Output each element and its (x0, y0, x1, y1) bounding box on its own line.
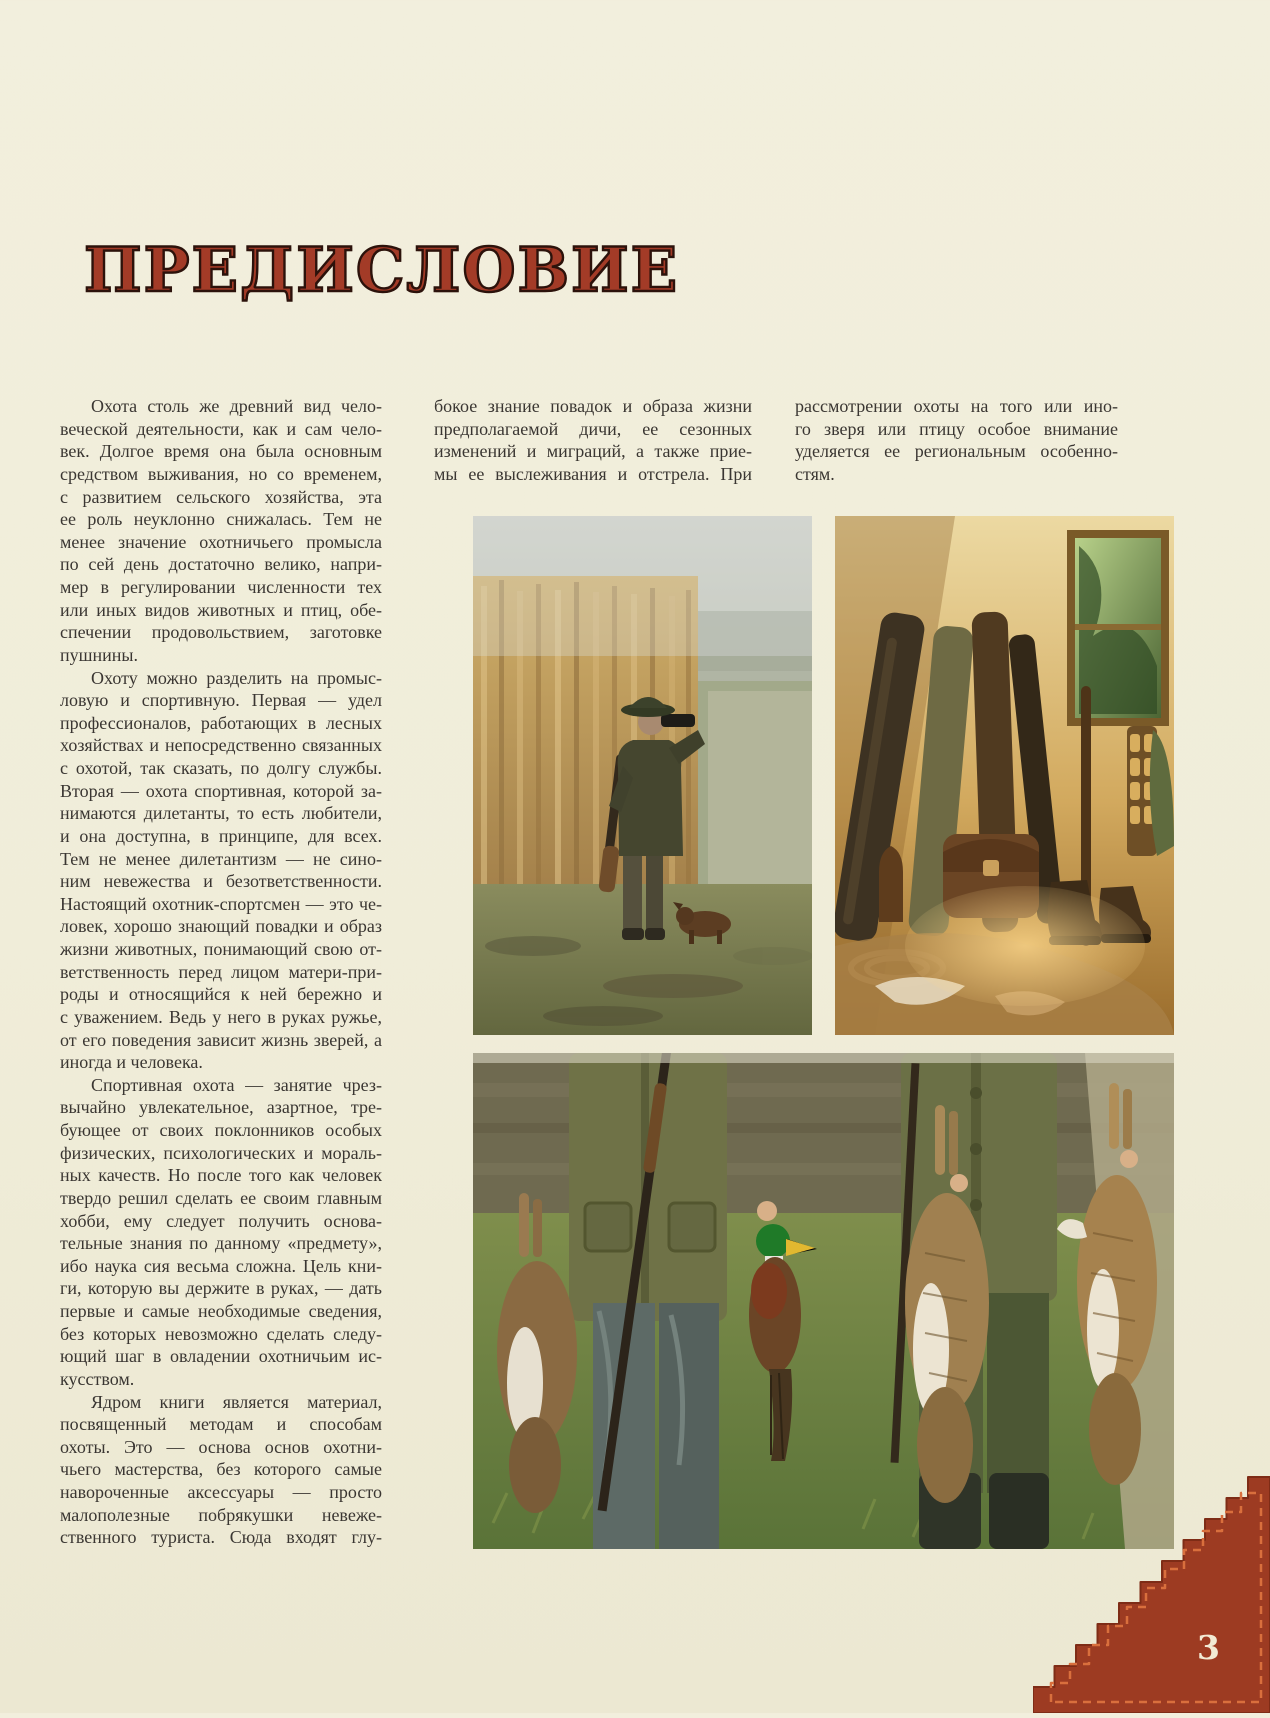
photo-hunter-binoculars (473, 516, 812, 1035)
text-line: век. Долгое время она была основным (60, 441, 382, 462)
stepped-corner-icon (1033, 1455, 1270, 1713)
text-line: кусством. (60, 1368, 135, 1389)
text-line: изменений и миграций, а также прие- (434, 441, 752, 462)
text-line: физических, психологических и мораль- (60, 1142, 382, 1163)
text-line: малополезные побрякушки невеже- (60, 1504, 382, 1525)
text-line: по сей день достаточно велико, напри- (60, 554, 382, 575)
text-line: и она доступна, в принципе, для всех. (60, 825, 382, 846)
page-title: ПРЕДИСЛОВИЕ (84, 235, 680, 306)
text-line: хобби, ему следует получить основа- (60, 1210, 382, 1231)
text-line: рассмотрении охоты на того или ино- (795, 396, 1118, 416)
text-line: охоты. Это — основа основ охотни- (60, 1436, 382, 1457)
text-line: вычайно увлекательное, азартное, тре- (60, 1097, 382, 1118)
text-line: бокое знание повадок и образа жизни (434, 396, 752, 416)
text-line: Тем не менее дилетантизм — не сино- (60, 848, 382, 869)
photo-hunter-binoculars-art (473, 516, 812, 1035)
paragraph (60, 1391, 382, 1549)
text-line: бующее от своих поклонников особых (60, 1120, 382, 1140)
text-line: или иных видов животных и птиц, обе- (60, 599, 382, 620)
text-line: Настоящий охотник-спортсмен — это че- (60, 893, 382, 914)
photo-hunting-gear-art (835, 516, 1174, 1035)
text-line: ветственность перед лицом матери-при- (60, 961, 382, 982)
text-line: твердо решил сделать ее своим главным (60, 1187, 382, 1208)
text-line: пушнины. (60, 644, 138, 665)
text-line: ных качеств. Но после того как человек (60, 1165, 382, 1186)
text-line: навороченные аксессуары — просто (60, 1482, 382, 1502)
text-line: посвященный методам и способам (60, 1414, 382, 1435)
corner-ornament (1033, 1455, 1270, 1713)
text-line: менее значение охотничьего промысла (60, 531, 382, 552)
text-line: первые и самые необходимые сведения, (60, 1301, 382, 1321)
text-line: роды и относящийся к ней бережно и (60, 984, 382, 1005)
photo-hunting-gear (835, 516, 1174, 1035)
text-line: предполагаемой дичи, ее сезонных (434, 418, 752, 439)
text-line: Вторая — охота спортивная, которой за- (60, 780, 382, 801)
text-line: с охотой, так сказать, по долгу службы. (60, 758, 382, 778)
text-line: Охоту можно разделить на промыс- (91, 667, 382, 688)
text-column-1 (60, 395, 382, 1549)
text-line: иногда и человека. (60, 1052, 203, 1073)
text-line: Ядром книги является материал, (91, 1391, 382, 1412)
text-line: ибо наука сия весьма сложна. Цель кни- (60, 1255, 382, 1276)
text-line: с уважением. Ведь у него в руках ружье, (60, 1006, 382, 1027)
text-line: мы ее выслеживания и отстрела. При (434, 463, 752, 484)
text-line: ственного туриста. Сюда входят глу- (60, 1527, 382, 1548)
text-line: ющий шаг в овладении охотничьим ис- (60, 1346, 382, 1367)
paragraph (434, 395, 752, 486)
text-column-3 (795, 395, 1118, 486)
text-line: ее роль неуклонно снижалась. Тем не (60, 509, 382, 530)
paragraph (795, 395, 1118, 486)
text-line: стям. (795, 463, 835, 484)
text-line: профессионалов, работающих в лесных (60, 712, 382, 733)
text-line: жизни животных, понимающий свою от- (60, 939, 382, 959)
text-line: Охота столь же древний вид чело- (91, 396, 382, 416)
text-line: чьего мастерства, без которого самые (60, 1459, 382, 1480)
text-line: мер в регулировании численности тех (60, 577, 382, 597)
text-line: Спортивная охота — занятие чрез- (91, 1074, 382, 1095)
text-line: от его поведения зависит жизнь зверей, а (60, 1029, 382, 1050)
text-line: уделяется ее региональным особенно- (795, 441, 1118, 462)
text-line: ловую и спортивную. Первая — удел (60, 690, 382, 711)
text-line: спечении продовольствием, заготовке (60, 622, 382, 643)
paragraph (60, 667, 382, 1074)
text-line: средством выживания, но со временем, (60, 463, 382, 484)
text-line: ловек, хорошо знающий повадки и образ (60, 916, 382, 937)
text-line: го зверя или птицу особое внимание (795, 418, 1118, 439)
text-column-2 (434, 395, 752, 486)
text-line: нимаются дилетанты, то есть любители, (60, 803, 382, 824)
text-line: ги, которую вы держите в руках, — дать (60, 1278, 382, 1299)
text-line: хозяйствах и непосредственно связанных (60, 735, 382, 756)
text-line: ним невежества и безответственности. (60, 871, 382, 892)
text-line: с развитием сельского хозяйства, эта (60, 486, 382, 507)
text-line: веческой деятельности, как и сам чело- (60, 418, 382, 439)
page-number: 3 (1197, 1628, 1220, 1667)
paragraph (60, 1074, 382, 1391)
text-line: без которых невозможно сделать следу- (60, 1323, 382, 1344)
paragraph (60, 395, 382, 667)
text-line: тельные знания по данному «предмету», (60, 1233, 382, 1254)
